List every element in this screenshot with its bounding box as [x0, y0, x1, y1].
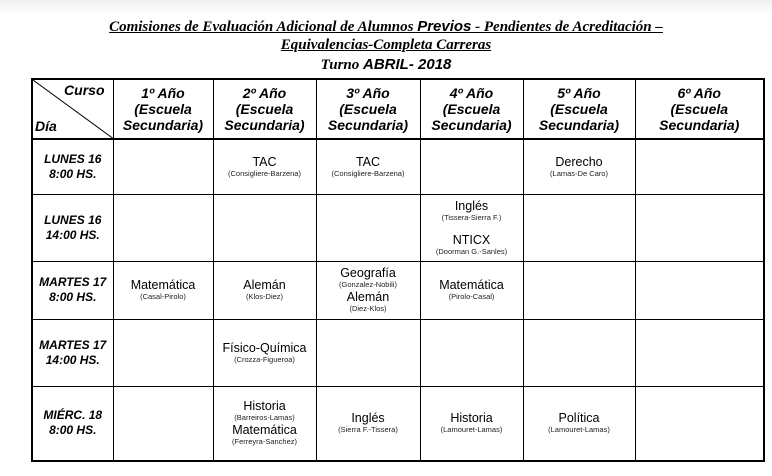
day-label: MIÉRC. 18 [43, 408, 103, 423]
schedule-cell [635, 261, 764, 319]
schedule-cell [523, 139, 635, 194]
schedule-cell [316, 261, 420, 319]
subject-name: Historia [450, 411, 493, 426]
title-subtitle: Equivalencias-Completa Carreras [280, 37, 492, 53]
schedule-cell [213, 194, 316, 261]
column-header-school: (Escuela [134, 101, 192, 117]
column-header-year: 4º Año [449, 85, 494, 101]
schedule-cell [113, 194, 213, 261]
teachers: (Klos-Diez) [245, 292, 284, 301]
subject-name: Derecho [555, 154, 603, 169]
schedule-cell [316, 319, 420, 386]
column-header-school: (Escuela [670, 101, 729, 117]
schedule-cell [316, 194, 420, 261]
day-cell [32, 194, 113, 261]
subject-name: Matemática [130, 278, 196, 292]
column-header-sec: Secundaria) [122, 117, 204, 133]
teachers: (Gonzalez-Nobili) [339, 280, 397, 289]
teachers: (Pirolo-Casal) [448, 292, 495, 301]
schedule-cell [523, 386, 635, 461]
subject-name: TAC [252, 154, 277, 169]
subject-name: Matemática [232, 423, 297, 438]
table-row [32, 194, 764, 261]
day-cell [32, 139, 113, 194]
subject-name: TAC [355, 154, 381, 169]
time-label: 14:00 HS. [45, 227, 100, 242]
day-label: LUNES 16 [44, 212, 102, 227]
schedule-cell [523, 261, 635, 319]
header-row [32, 79, 764, 139]
schedule-cell [635, 194, 764, 261]
subject-name: Matemática [439, 278, 504, 292]
teachers: (Diez-Klos) [349, 304, 387, 313]
subject-name: Inglés [454, 198, 489, 213]
subject-name: Geografía [340, 266, 396, 280]
schedule-cell [213, 139, 316, 194]
table-row [32, 261, 764, 319]
column-header-year: 6º Año [677, 85, 721, 101]
schedule-cell [420, 194, 523, 261]
schedule-cell [213, 261, 316, 319]
teachers: (Ferreyra-Sanchez) [231, 437, 298, 447]
schedule-cell [523, 319, 635, 386]
schedule-cell [635, 319, 764, 386]
column-header-year: 3º Año [346, 85, 390, 101]
schedule-cell [420, 386, 523, 461]
subject-name: Físico-Química [222, 340, 307, 355]
day-cell [32, 319, 113, 386]
schedule-cell [316, 386, 420, 461]
subject-name: NTICX [452, 232, 491, 247]
title-line-2 [0, 37, 772, 54]
column-header-sec: Secundaria) [659, 117, 740, 133]
schedule-cell [113, 261, 213, 319]
curso-label: Curso [64, 82, 105, 98]
column-header-school: (Escuela [550, 101, 608, 117]
column-header-school: (Escuela [235, 101, 294, 117]
subject-name: Política [558, 411, 600, 426]
column-header-year-5 [523, 79, 635, 139]
column-header-sec: Secundaria) [431, 117, 512, 133]
teachers: (Consigliere-Barzena) [331, 168, 405, 178]
column-header-year-3 [316, 79, 420, 139]
schedule-cell [635, 139, 764, 194]
column-header-school: (Escuela [339, 101, 397, 117]
day-cell [32, 386, 113, 461]
table-row [32, 319, 764, 386]
teachers: (Consigliere-Barzena) [228, 168, 301, 178]
day-label: LUNES 16 [44, 151, 102, 166]
column-header-school: (Escuela [442, 101, 501, 117]
turno-value: ABRIL- 2018 [363, 56, 452, 73]
subject-name: Alemán [346, 290, 390, 304]
day-cell [32, 261, 113, 319]
schedule-cell [635, 386, 764, 461]
schedule-cell [213, 386, 316, 461]
corner-header [32, 79, 113, 139]
column-header-year-1 [113, 79, 213, 139]
subject-name: Historia [243, 399, 286, 414]
title-text: Comisiones de Evaluación Adicional de Alumnos [109, 19, 418, 35]
column-header-sec: Secundaria) [538, 117, 620, 133]
teachers: (Sierra F.-Tissera) [338, 425, 398, 435]
column-header-year-6 [635, 79, 764, 139]
schedule-cell [420, 319, 523, 386]
title-line-3 [0, 56, 772, 74]
teachers: (Doorman G.-Sanles) [435, 246, 508, 256]
title-previos: Previos [417, 18, 472, 35]
title-line-1 [0, 18, 772, 36]
column-header-year: 1º Año [141, 85, 185, 101]
column-header-sec: Secundaria) [224, 117, 305, 133]
table-row [32, 386, 764, 461]
teachers: (Lamouret-Lamas) [548, 425, 610, 435]
subject-name: Inglés [351, 411, 385, 426]
dia-label: Día [35, 118, 57, 134]
table-row [32, 139, 764, 194]
schedule-cell [523, 194, 635, 261]
schedule-cell [213, 319, 316, 386]
teachers: (Lamouret-Lamas) [440, 425, 503, 435]
teachers: (Tissera-Sierra F.) [441, 212, 502, 222]
column-header-sec: Secundaria) [327, 117, 409, 133]
day-label: MARTES 17 [39, 337, 107, 352]
time-label: 8:00 HS. [49, 166, 97, 181]
column-header-year-2 [213, 79, 316, 139]
time-label: 8:00 HS. [49, 290, 97, 304]
column-header-year-4 [420, 79, 523, 139]
schedule-cell [113, 139, 213, 194]
schedule-cell [316, 139, 420, 194]
teachers: (Crozza-Figueroa) [234, 354, 295, 364]
schedule-cell [113, 319, 213, 386]
subject-name: Alemán [243, 278, 286, 292]
teachers: (Barreiros-Lamas) [234, 413, 295, 423]
column-header-year: 5º Año [557, 85, 601, 101]
time-label: 14:00 HS. [45, 352, 100, 367]
top-edge [0, 0, 772, 14]
title-text-2: - Pendientes de Acreditación – [471, 19, 663, 35]
turno-label: Turno [320, 57, 364, 73]
column-header-year: 2º Año [242, 85, 287, 101]
teachers: (Casal-Pirolo) [140, 292, 186, 301]
schedule-cell [420, 139, 523, 194]
teachers: (Lamas-De Caro) [550, 168, 608, 178]
schedule-cell [420, 261, 523, 319]
schedule-table [31, 78, 765, 462]
time-label: 8:00 HS. [49, 423, 97, 438]
day-label: MARTES 17 [39, 275, 107, 289]
schedule-cell [113, 386, 213, 461]
